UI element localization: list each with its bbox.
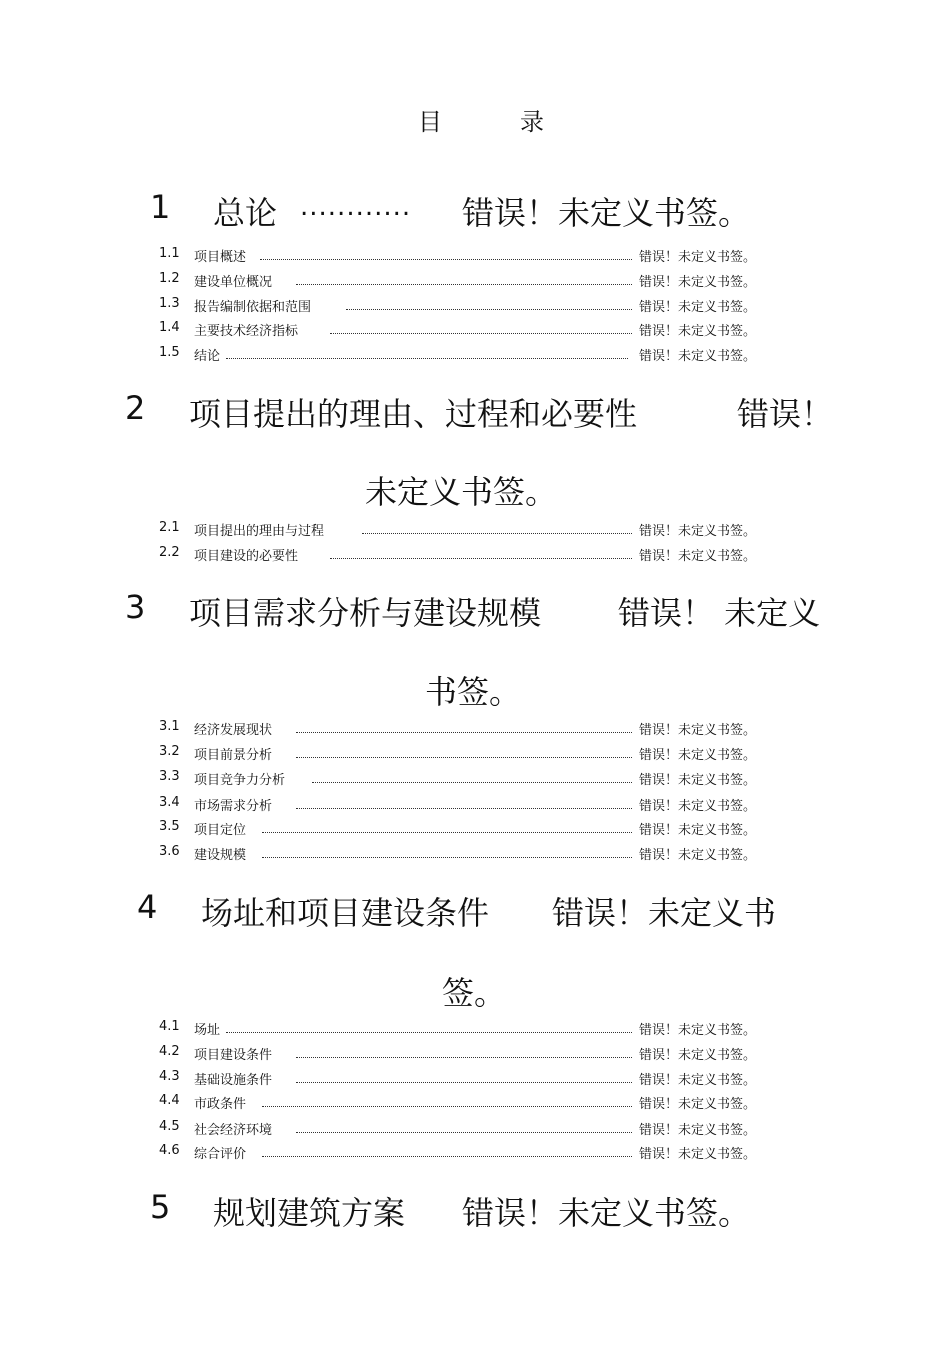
- toc-item-title: 项目提出的理由与过程: [194, 524, 325, 539]
- toc-dot-leader: [296, 1057, 632, 1058]
- toc-item-error: 错误！未定义书签。: [639, 1048, 757, 1063]
- section-title[interactable]: 总论: [213, 194, 278, 232]
- section-number: 3: [125, 588, 146, 626]
- section-error: 错误！ 未定义: [618, 594, 821, 632]
- toc-item-number: 1.4: [159, 320, 180, 335]
- toc-item-number: 2.1: [159, 520, 180, 535]
- toc-item-error: 错误！未定义书签。: [639, 723, 757, 738]
- section-number: 5: [150, 1188, 171, 1226]
- toc-item-number: 1.3: [159, 296, 180, 311]
- section-error-cont: 签。: [442, 974, 507, 1012]
- toc-dot-leader: [226, 358, 628, 359]
- toc-item-error: 错误！未定义书签。: [639, 1123, 757, 1138]
- toc-item-number: 4.4: [159, 1093, 180, 1108]
- toc-dot-leader: [262, 1106, 632, 1107]
- toc-dot-leader: [296, 757, 632, 758]
- toc-item-number: 3.5: [159, 819, 180, 834]
- section-error: 错误！未定义书签。: [462, 1194, 751, 1232]
- section-number: 2: [125, 389, 146, 427]
- toc-dot-leader: [312, 782, 632, 783]
- toc-item-title: 主要技术经济指标: [194, 324, 299, 339]
- toc-dot-leader: [296, 1132, 632, 1133]
- toc-item-title: 社会经济环境: [194, 1123, 273, 1138]
- toc-title-right: 录: [520, 108, 544, 136]
- section-number: 1: [150, 188, 171, 226]
- toc-item-number: 1.1: [159, 246, 180, 261]
- toc-item-error: 错误！未定义书签。: [639, 848, 757, 863]
- toc-item-number: 3.1: [159, 719, 180, 734]
- toc-dot-leader: [296, 284, 632, 285]
- toc-item-title: 项目建设的必要性: [194, 549, 299, 564]
- toc-item-error: 错误！未定义书签。: [639, 549, 757, 564]
- toc-item-error: 错误！未定义书签。: [639, 1147, 757, 1162]
- toc-item-title: 报告编制依据和范围: [194, 300, 312, 315]
- toc-item-number: 3.4: [159, 795, 180, 810]
- toc-item-error: 错误！未定义书签。: [639, 275, 757, 290]
- toc-item-title: 项目概述: [194, 250, 247, 265]
- toc-item-error: 错误！未定义书签。: [639, 324, 757, 339]
- toc-dot-leader: [262, 832, 632, 833]
- section-leader: ............: [300, 192, 412, 222]
- section-error: 错误！: [737, 395, 834, 433]
- toc-item-error: 错误！未定义书签。: [639, 1073, 757, 1088]
- section-error: 错误！未定义书签。: [462, 194, 751, 232]
- toc-dot-leader: [330, 558, 632, 559]
- toc-item-error: 错误！未定义书签。: [639, 524, 757, 539]
- toc-item-number: 1.2: [159, 271, 180, 286]
- toc-item-error: 错误！未定义书签。: [639, 300, 757, 315]
- toc-item-title: 经济发展现状: [194, 723, 273, 738]
- toc-item-title: 市场需求分析: [194, 799, 273, 814]
- toc-item-title: 基础设施条件: [194, 1073, 273, 1088]
- toc-item-title: 项目定位: [194, 823, 247, 838]
- section-error-cont: 书签。: [425, 673, 522, 711]
- toc-item-error: 错误！未定义书签。: [639, 799, 757, 814]
- toc-item-error: 错误！未定义书签。: [639, 823, 757, 838]
- toc-item-number: 4.6: [159, 1143, 180, 1158]
- toc-item-title: 项目前景分析: [194, 748, 273, 763]
- toc-dot-leader: [262, 1156, 632, 1157]
- toc-item-number: 4.2: [159, 1044, 180, 1059]
- toc-item-error: 错误！未定义书签。: [639, 1097, 757, 1112]
- toc-item-title: 建设单位概况: [194, 275, 273, 290]
- toc-item-title: 市政条件: [194, 1097, 247, 1112]
- toc-item-number: 2.2: [159, 545, 180, 560]
- toc-dot-leader: [296, 808, 632, 809]
- toc-item-title: 结论: [194, 349, 221, 364]
- toc-item-error: 错误！未定义书签。: [639, 250, 757, 265]
- toc-title-left: 目: [418, 108, 442, 136]
- toc-item-number: 1.5: [159, 345, 180, 360]
- toc-item-number: 4.1: [159, 1019, 180, 1034]
- toc-item-number: 4.3: [159, 1069, 180, 1084]
- toc-item-number: 3.6: [159, 844, 180, 859]
- toc-item-title: 项目建设条件: [194, 1048, 273, 1063]
- section-error-cont: 未定义书签。: [365, 473, 558, 511]
- toc-item-title: 项目竞争力分析: [194, 773, 286, 788]
- toc-dot-leader: [346, 309, 632, 310]
- toc-dot-leader: [262, 857, 632, 858]
- toc-dot-leader: [226, 1032, 632, 1033]
- toc-dot-leader: [362, 533, 632, 534]
- toc-item-error: 错误！未定义书签。: [639, 748, 757, 763]
- section-error: 错误！未定义书: [552, 894, 777, 932]
- section-title[interactable]: 项目需求分析与建设规模: [189, 594, 542, 632]
- toc-dot-leader: [260, 259, 632, 260]
- toc-dot-leader: [330, 333, 632, 334]
- toc-dot-leader: [296, 1082, 632, 1083]
- toc-item-number: 4.5: [159, 1119, 180, 1134]
- section-number: 4: [137, 888, 158, 926]
- toc-item-error: 错误！未定义书签。: [639, 773, 757, 788]
- section-title[interactable]: 规划建筑方案: [213, 1194, 406, 1232]
- section-title[interactable]: 场址和项目建设条件: [201, 894, 490, 932]
- toc-item-number: 3.3: [159, 769, 180, 784]
- toc-item-title: 综合评价: [194, 1147, 247, 1162]
- toc-dot-leader: [296, 732, 632, 733]
- section-title[interactable]: 项目提出的理由、过程和必要性: [189, 395, 638, 433]
- toc-item-title: 建设规模: [194, 848, 247, 863]
- toc-item-title: 场址: [194, 1023, 221, 1038]
- toc-item-error: 错误！未定义书签。: [639, 1023, 757, 1038]
- toc-item-number: 3.2: [159, 744, 180, 759]
- toc-item-error: 错误！未定义书签。: [639, 349, 757, 364]
